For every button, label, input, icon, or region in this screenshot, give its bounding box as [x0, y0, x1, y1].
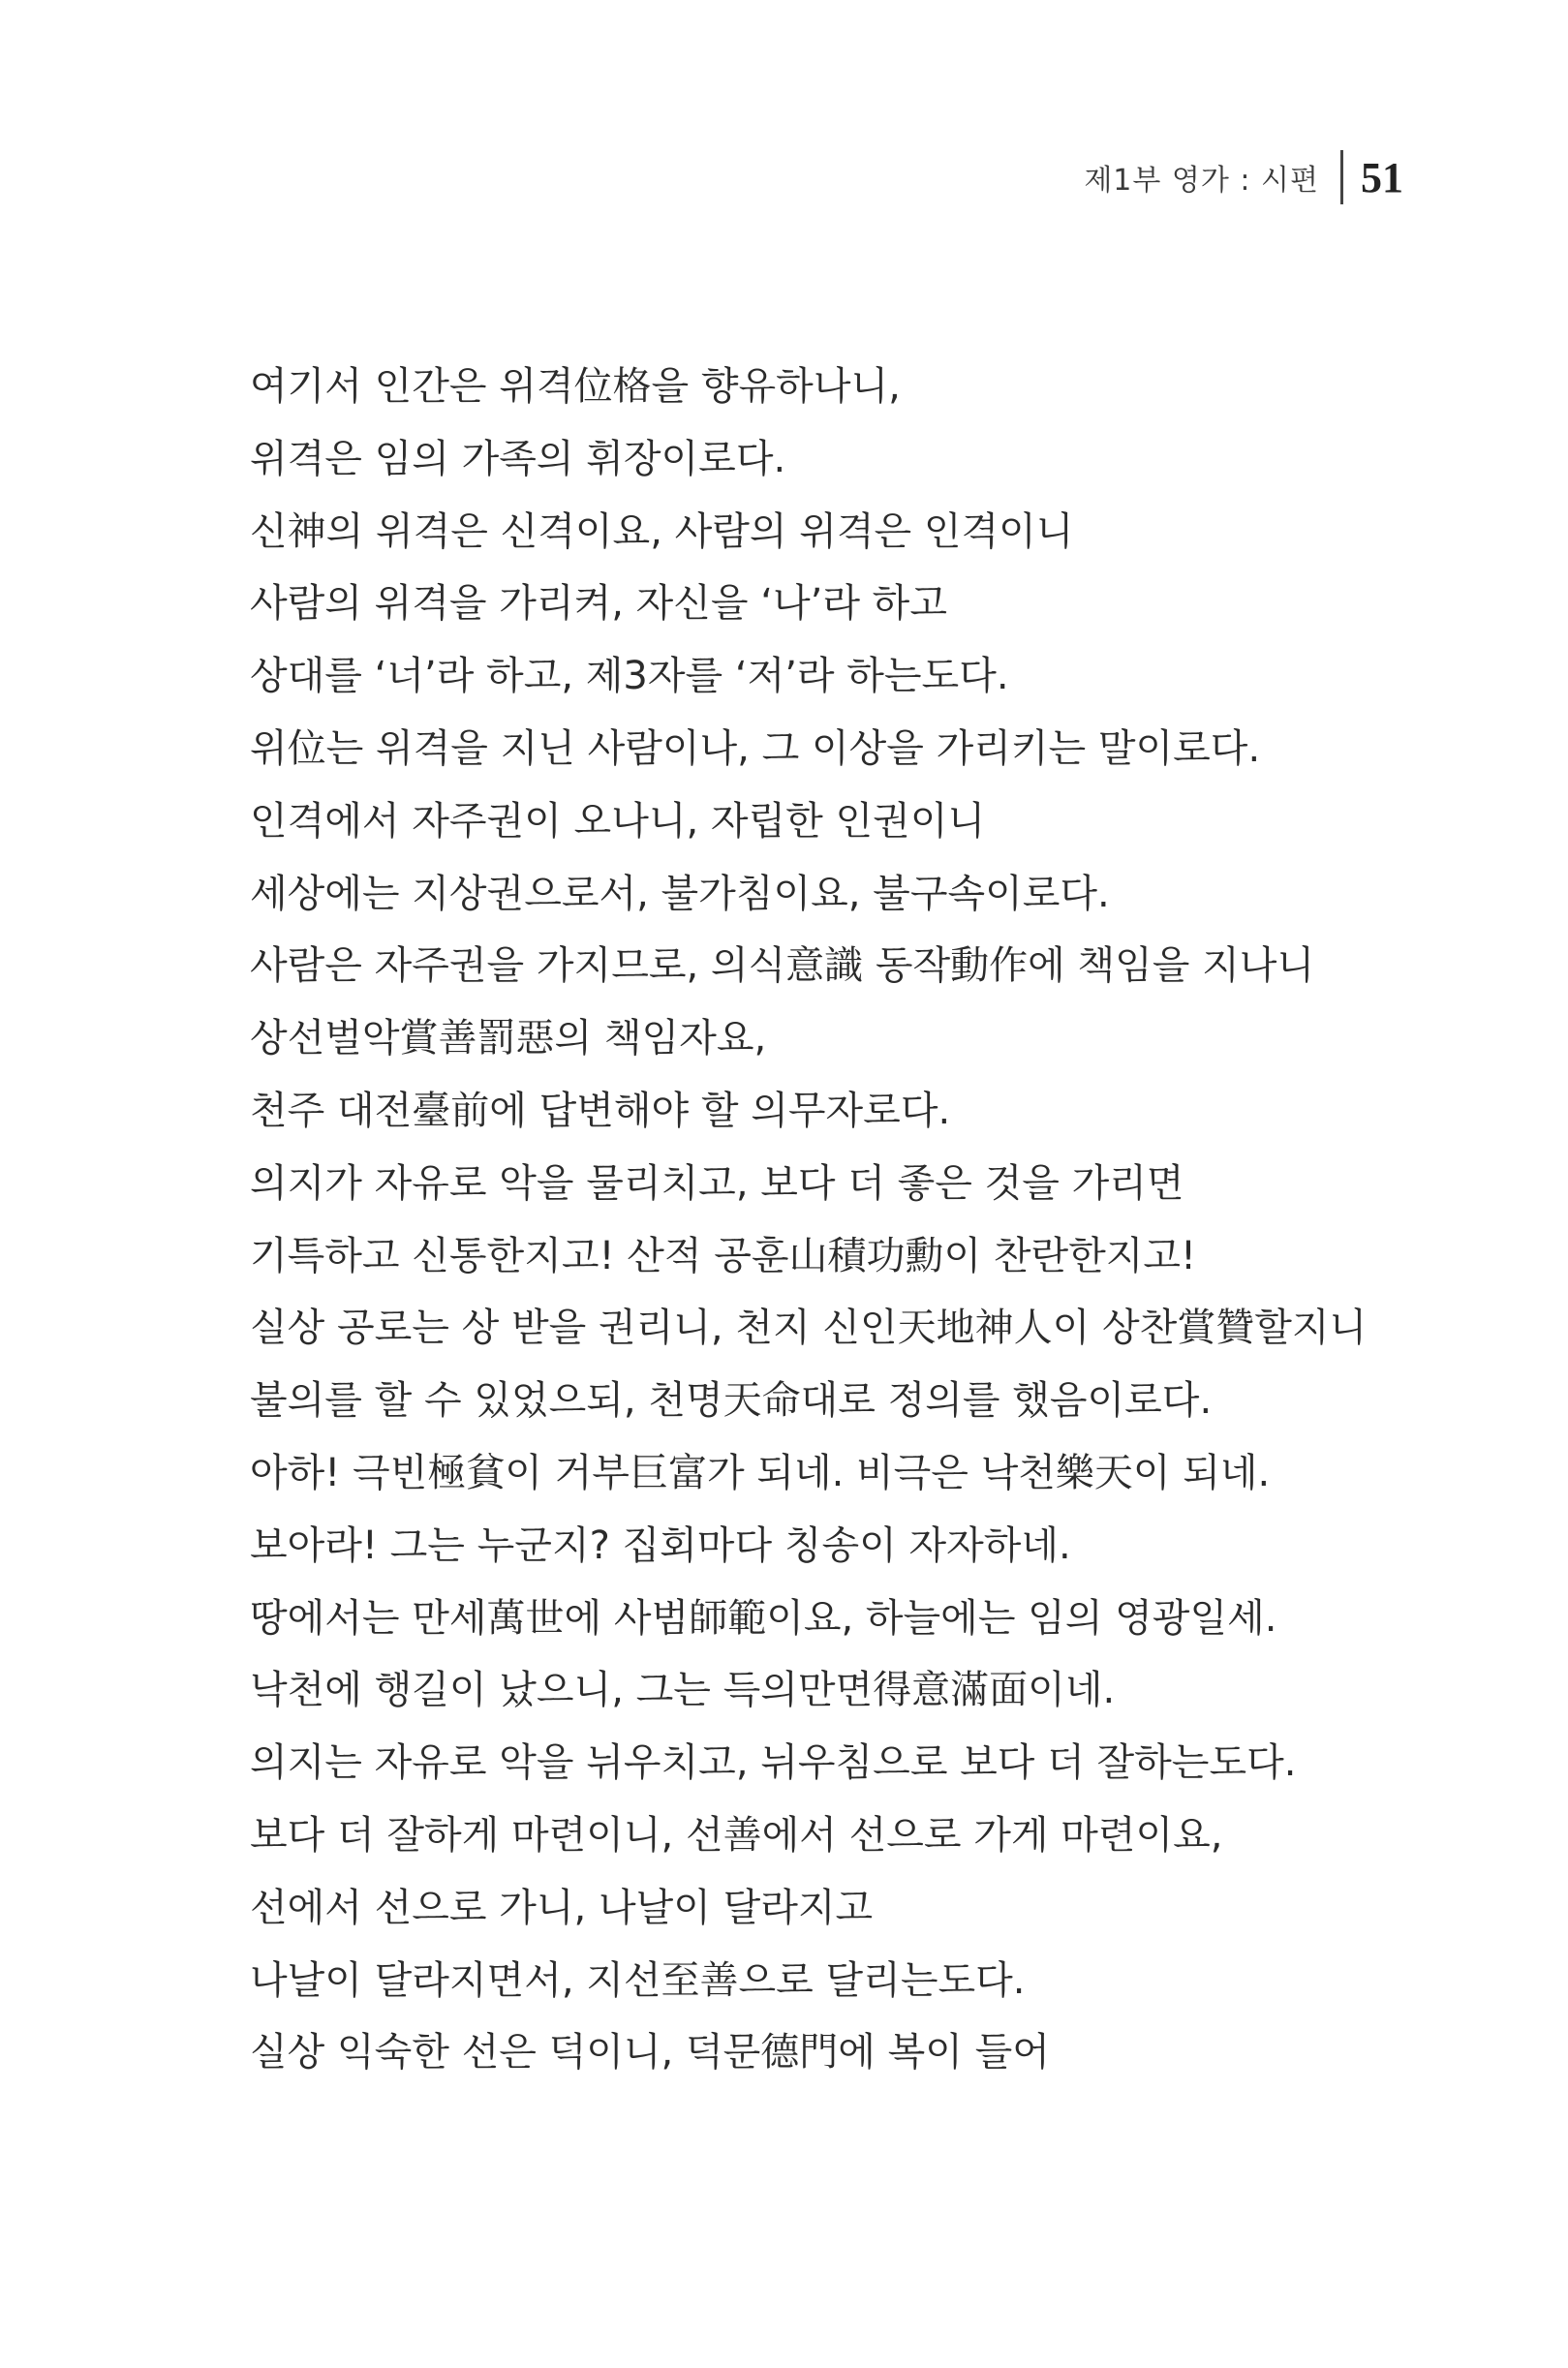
poem-line: 상선벌악賞善罰惡의 책임자요, [250, 1016, 767, 1061]
poem-line: 위격은 임의 가족의 휘장이로다. [250, 436, 786, 481]
poem-line: 인격에서 자주권이 오나니, 자립한 인권이니 [250, 798, 986, 844]
page-header [1084, 150, 1403, 204]
poem-line: 아하! 극빈極貧이 거부巨富가 되네. 비극은 낙천樂天이 되네. [250, 1450, 1271, 1495]
running-head: 제1부 영가 : 시편 [1084, 164, 1319, 198]
poem-line: 선에서 선으로 가니, 나날이 달라지고 [250, 1885, 874, 1930]
poem-line: 의지가 자유로 악을 물리치고, 보다 더 좋은 것을 가리면 [250, 1160, 1184, 1206]
poem-line: 세상에는 지상권으로서, 불가침이요, 불구속이로다. [250, 871, 1110, 916]
page-number: 51 [1361, 153, 1403, 201]
poem-line: 낙천에 행길이 났으니, 그는 득의만면得意滿面이네. [250, 1668, 1116, 1713]
poem-line: 천주 대전臺前에 답변해야 할 의무자로다. [250, 1088, 951, 1133]
poem-line: 신神의 위격은 신격이요, 사람의 위격은 인격이니 [250, 508, 1074, 554]
poem-line: 위位는 위격을 지닌 사람이나, 그 이상을 가리키는 말이로다. [250, 725, 1261, 771]
poem-line: 사람은 자주권을 가지므로, 의식意識 동작動作에 책임을 지나니 [250, 943, 1315, 989]
poem-line: 의지는 자유로 악을 뉘우치고, 뉘우침으로 보다 더 잘하는도다. [250, 1740, 1297, 1786]
poem-line: 실상 익숙한 선은 덕이니, 덕문德門에 복이 들어 [250, 2030, 1050, 2076]
poem-line: 보아라! 그는 누군지? 집회마다 칭송이 자자하네. [250, 1522, 1071, 1568]
poem-line: 상대를 ‘너’라 하고, 제3자를 ‘저’라 하는도다. [250, 654, 1009, 699]
poem-body [250, 351, 1412, 2089]
poem-line: 보다 더 잘하게 마련이니, 선善에서 선으로 가게 마련이요, [250, 1812, 1223, 1858]
poem-line: 여기서 인간은 위격位格을 향유하나니, [250, 364, 901, 409]
poem-line: 기특하고 신통한지고! 산적 공훈山積功勳이 찬란한지고! [250, 1233, 1197, 1278]
poem-line: 실상 공로는 상 받을 권리니, 천지 신인天地神人이 상찬賞贊할지니 [250, 1306, 1368, 1351]
poem-line: 나날이 달라지면서, 지선至善으로 달리는도다. [250, 1957, 1026, 2003]
poem-line: 땅에서는 만세萬世에 사범師範이요, 하늘에는 임의 영광일세. [250, 1595, 1277, 1641]
poem-line: 사람의 위격을 가리켜, 자신을 ‘나’라 하고 [250, 581, 947, 627]
poem-line: 불의를 할 수 있었으되, 천명天命대로 정의를 했음이로다. [250, 1378, 1213, 1424]
